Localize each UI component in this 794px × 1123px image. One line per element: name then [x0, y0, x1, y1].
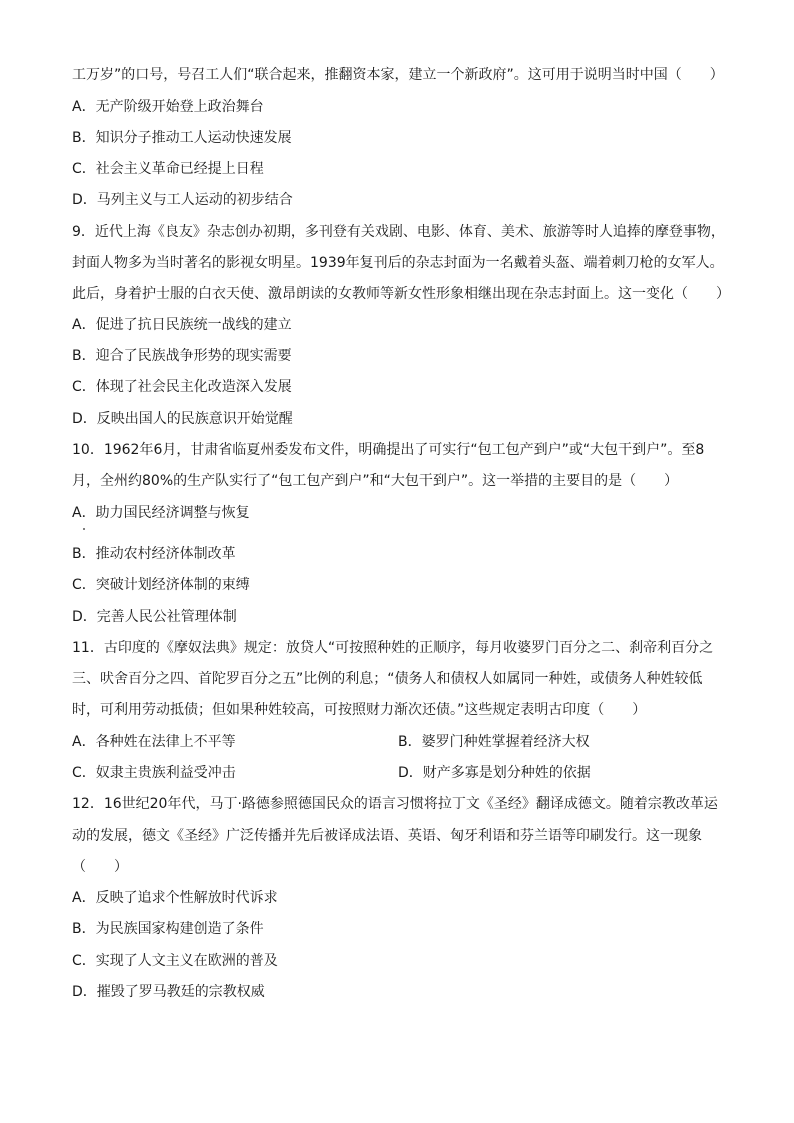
q9-option-b: B．迎合了民族战争形势的现实需要: [72, 348, 292, 364]
stray-dot: [83, 528, 85, 530]
q12-stem-line: 12．16世纪20年代，马丁·路德参照德国民众的语言习惯将拉丁文《圣经》翻译成德文。随着宗教改革运: [72, 796, 718, 812]
q12-option-a: A．反映了追求个性解放时代诉求: [72, 890, 278, 906]
q11-option-c: C．奴隶主贵族利益受冲击: [72, 765, 236, 781]
q11-stem-line: 11．古印度的《摩奴法典》规定：放贷人“可按照种姓的正顺序，每月收婆罗门百分之二、刹帝利百分之: [72, 640, 714, 656]
q9-option-d: D．反映出国人的民族意识开始觉醒: [72, 411, 293, 427]
q8-stem-line: 工万岁”的口号，号召工人们“联合起来，推翻资本家，建立一个新政府”。这可用于说明当时中国（ ）: [72, 67, 724, 83]
q8-option-a: A．无产阶级开始登上政治舞台: [72, 99, 264, 115]
q10-option-c: C．突破计划经济体制的束缚: [72, 577, 250, 593]
q12-stem-line: （ ）: [72, 859, 128, 875]
q11-stem-line: 时，可利用劳动抵债；但如果种姓较高，可按照财力渐次还债。”这些规定表明古印度（ ）: [72, 702, 647, 718]
q11-option-d: D．财产多寡是划分种姓的依据: [398, 765, 591, 781]
q9-stem-line: 此后，身着护士服的白衣天使、激昂朗读的女教师等新女性形象相继出现在杂志封面上。这一变化（ ）: [72, 286, 730, 302]
q10-option-b: B．推动农村经济体制改革: [72, 546, 236, 562]
q9-stem-line: 9．近代上海《良友》杂志创办初期，多刊登有关戏剧、电影、体育、美术、旅游等时人追捧的摩登事物，: [72, 224, 725, 240]
q11-option-b: B．婆罗门种姓掌握着经济大权: [398, 734, 590, 750]
q8-option-c: C．社会主义革命已经提上日程: [72, 161, 264, 177]
q12-option-d: D．摧毁了罗马教廷的宗教权威: [72, 984, 265, 1000]
q8-option-b: B．知识分子推动工人运动快速发展: [72, 130, 292, 146]
q8-option-d: D．马列主义与工人运动的初步结合: [72, 192, 293, 208]
q10-option-a: A．助力国民经济调整与恢复: [72, 505, 250, 521]
q12-option-c: C．实现了人文主义在欧洲的普及: [72, 953, 278, 969]
q12-option-b: B．为民族国家构建创造了条件: [72, 921, 264, 937]
q9-option-a: A．促进了抗日民族统一战线的建立: [72, 317, 292, 333]
q10-option-d: D．完善人民公社管理体制: [72, 609, 237, 625]
q10-stem-line: 月，全州约80%的生产队实行了“包工包产到户”和“大包干到户”。这一举措的主要目的是（ ）: [72, 473, 679, 489]
q10-stem-line: 10．1962年6月，甘肃省临夏州委发布文件，明确提出了可实行“包工包产到户”或“大包干到户”。至8: [72, 442, 705, 458]
q11-option-a: A．各种姓在法律上不平等: [72, 734, 236, 750]
q9-option-c: C．体现了社会民主化改造深入发展: [72, 379, 292, 395]
q11-stem-line: 三、吠舍百分之四、首陀罗百分之五”比例的利息；“债务人和债权人如属同一种姓，或债务人种姓较低: [72, 671, 703, 687]
q12-stem-line: 动的发展，德文《圣经》广泛传播并先后被译成法语、英语、匈牙利语和芬兰语等印刷发行。这一现象: [72, 828, 702, 844]
q9-stem-line: 封面人物多为当时著名的影视女明星。1939年复刊后的杂志封面为一名戴着头盔、端着刺刀枪的女军人。: [72, 255, 724, 271]
